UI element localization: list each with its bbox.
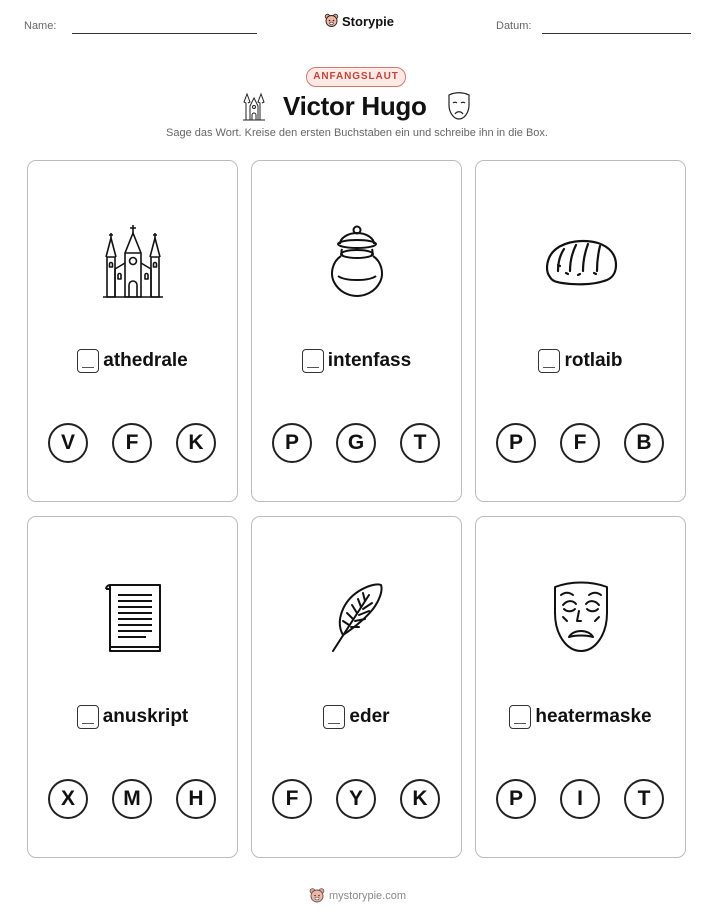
letter-option[interactable]: F bbox=[272, 779, 312, 819]
category-badge: ANFANGSLAUT bbox=[306, 67, 406, 87]
word-row bbox=[28, 705, 237, 729]
letter-option[interactable]: P bbox=[496, 423, 536, 463]
word-card bbox=[475, 160, 686, 502]
date-label: Datum: bbox=[496, 20, 532, 32]
instructions: Sage das Wort. Kreise den ersten Buchstaben ein und schreibe ihn in die Box. bbox=[166, 127, 548, 139]
letter-option[interactable]: T bbox=[400, 423, 440, 463]
first-letter-box[interactable] bbox=[323, 705, 345, 729]
first-letter-box[interactable] bbox=[538, 349, 560, 373]
letter-option[interactable]: X bbox=[48, 779, 88, 819]
word-stem: heatermaske bbox=[535, 706, 652, 727]
word-stem: eder bbox=[349, 706, 390, 727]
bread-loaf-icon bbox=[544, 235, 618, 287]
letter-option[interactable]: V bbox=[48, 423, 88, 463]
page-title: Victor Hugo bbox=[283, 91, 427, 121]
letter-option[interactable]: P bbox=[496, 779, 536, 819]
footer-url[interactable]: mystorypie.com bbox=[329, 890, 407, 902]
first-letter-box[interactable] bbox=[509, 705, 531, 729]
letter-option[interactable]: F bbox=[112, 423, 152, 463]
brand-logo bbox=[324, 13, 394, 29]
word-card bbox=[251, 516, 462, 858]
word-stem: athedrale bbox=[103, 350, 188, 371]
letter-option[interactable]: M bbox=[112, 779, 152, 819]
letter-option[interactable]: Y bbox=[336, 779, 376, 819]
first-letter-box[interactable] bbox=[77, 349, 99, 373]
cathedral-icon bbox=[101, 223, 165, 299]
word-row bbox=[252, 349, 461, 373]
name-label: Name: bbox=[24, 20, 57, 32]
word-card bbox=[27, 516, 238, 858]
name-line[interactable] bbox=[72, 33, 257, 34]
word-stem: intenfass bbox=[327, 350, 412, 371]
letter-option[interactable]: I bbox=[560, 779, 600, 819]
bear-icon bbox=[324, 13, 339, 29]
footer bbox=[309, 887, 406, 905]
letter-option[interactable]: B bbox=[624, 423, 664, 463]
title-row bbox=[0, 89, 714, 129]
book-icon bbox=[102, 581, 164, 653]
word-row bbox=[476, 349, 685, 373]
letter-option[interactable]: G bbox=[336, 423, 376, 463]
word-card bbox=[27, 160, 238, 502]
word-card bbox=[251, 160, 462, 502]
word-row bbox=[476, 705, 685, 729]
first-letter-box[interactable] bbox=[302, 349, 324, 373]
theater-mask-icon bbox=[551, 581, 611, 653]
letter-option[interactable]: H bbox=[176, 779, 216, 819]
letter-option[interactable]: P bbox=[272, 423, 312, 463]
first-letter-box[interactable] bbox=[77, 705, 99, 729]
letter-option[interactable]: F bbox=[560, 423, 600, 463]
theater-mask-icon bbox=[447, 92, 471, 122]
letter-option[interactable]: K bbox=[400, 779, 440, 819]
word-stem: anuskript bbox=[102, 706, 189, 727]
date-line[interactable] bbox=[542, 33, 691, 34]
bear-icon bbox=[309, 887, 325, 905]
feather-icon bbox=[329, 581, 385, 653]
word-row bbox=[28, 349, 237, 373]
brand-name: Storypie bbox=[342, 13, 395, 29]
letter-option[interactable]: T bbox=[624, 779, 664, 819]
ink-pot-icon bbox=[326, 224, 388, 298]
word-stem: rotlaib bbox=[564, 350, 623, 371]
cathedral-icon bbox=[241, 91, 267, 121]
letter-option[interactable]: K bbox=[176, 423, 216, 463]
word-row bbox=[252, 705, 461, 729]
word-card bbox=[475, 516, 686, 858]
